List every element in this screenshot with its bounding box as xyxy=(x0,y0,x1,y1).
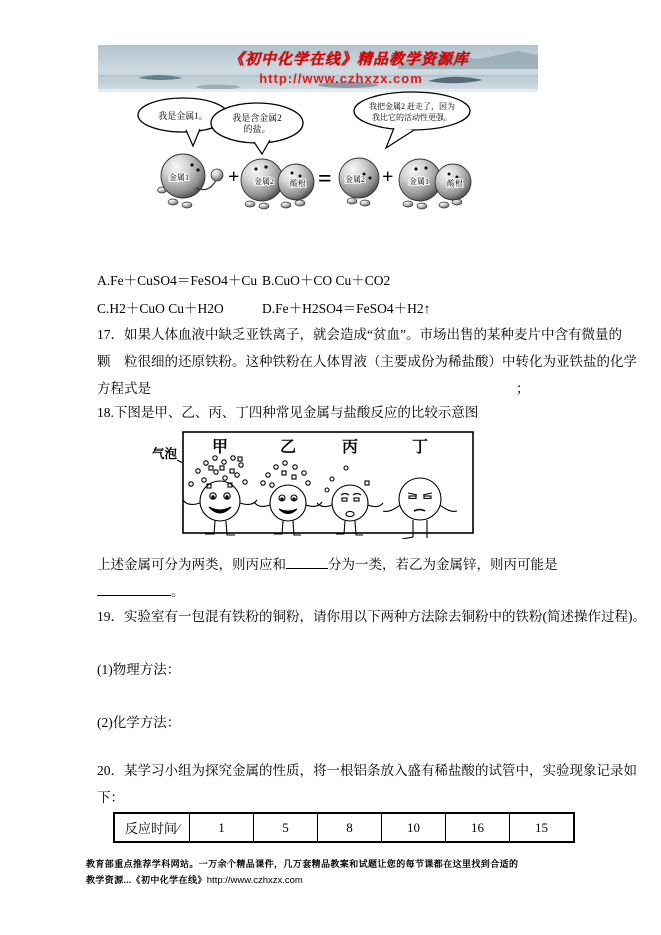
table-value-cell: 5 xyxy=(254,813,318,842)
table-value-cell: 1 xyxy=(190,813,254,842)
label-bing: 丙 xyxy=(341,439,359,456)
plus-sign: + xyxy=(228,166,240,188)
svg-text:金属2: 金属2 xyxy=(345,175,365,184)
table-value-cell: 8 xyxy=(318,813,382,842)
q17-line1: 17．如果人体血液中缺乏亚铁离子，就会造成“贫血”。市场出售的某种麦片中含有微量的 xyxy=(97,327,622,342)
ball-metal2-right xyxy=(339,158,379,206)
option-a: A.Fe＋CuSO4＝FeSO4＋Cu xyxy=(97,273,258,288)
svg-text:金属1: 金属1 xyxy=(169,173,189,182)
footer-url: http://www.czhxzx.com xyxy=(206,875,303,886)
q20-line1: 20．某学习小组为探究金属的性质，将一根铝条放入盛有稀盐酸的试管中，实验现象记录如 xyxy=(97,763,637,778)
metal-displacement-cartoon xyxy=(126,90,482,214)
svg-text:我是金属1。: 我是金属1。 xyxy=(158,111,208,121)
q17-line3-semicolon: ； xyxy=(516,381,530,396)
table-header-cell: 反应时间∕ xyxy=(114,813,190,842)
svg-text:金属2: 金属2 xyxy=(254,177,274,186)
bubble-callout-label: 气泡 xyxy=(152,447,178,461)
reaction-time-table xyxy=(113,812,575,843)
q18-intro: 18.下图是甲、乙、丙、丁四种常见金属与盐酸反应的比较示意图 xyxy=(97,405,479,420)
table-row xyxy=(114,813,574,842)
page-footer xyxy=(86,856,586,889)
svg-text:我把金属2 赶走了，因为: 我把金属2 赶走了，因为 xyxy=(369,102,455,111)
banner-title: 《初中化学在线》精品教学资源库 xyxy=(228,52,469,68)
option-b: B.CuO＋CO Cu＋CO2 xyxy=(262,273,391,288)
metal-acid-reaction-diagram xyxy=(120,427,480,539)
option-c: C.H2＋CuO Cu＋H2O xyxy=(97,301,224,316)
speech-bubble-displaced xyxy=(354,92,470,148)
site-banner xyxy=(98,45,538,92)
table-value-cell: 10 xyxy=(382,813,446,842)
plus-sign: + xyxy=(382,166,394,188)
option-d: D.Fe＋H2SO4＝FeSO4＋H2↑ xyxy=(262,301,431,316)
answer-blank xyxy=(97,582,171,596)
label-yi: 乙 xyxy=(279,439,297,456)
q18-followup-text1: 上述金属可分为两类，则丙应和 xyxy=(97,557,286,572)
q18-followup-line1 xyxy=(97,555,558,573)
ball-metal1-left xyxy=(158,154,224,208)
svg-text:我比它的活动性更强。: 我比它的活动性更强。 xyxy=(372,113,452,122)
salt-pair-left xyxy=(241,159,314,209)
footer-line2-text: 教学资源...《初中化学在线》 xyxy=(86,875,207,885)
q18-followup-period: 。 xyxy=(171,584,185,599)
q18-followup-line2 xyxy=(97,582,185,600)
banner-url: http://www.czhxzx.com xyxy=(259,71,423,86)
svg-text:酸根: 酸根 xyxy=(447,179,463,188)
label-ding: 丁 xyxy=(411,439,429,456)
equals-sign: = xyxy=(318,166,332,192)
salt-pair-right xyxy=(399,159,471,209)
answer-blank xyxy=(286,555,328,569)
svg-text:酸根: 酸根 xyxy=(290,179,306,188)
footer-line1: 教育部重点推荐学科网站。一万余个精品课件，几万套精品教案和试题让您的每节课都在这里找到合适的 xyxy=(86,859,519,869)
table-value-cell: 16 xyxy=(446,813,510,842)
q19-method-physical: (1)物理方法： xyxy=(97,662,181,677)
q19-method-chemical: (2)化学方法： xyxy=(97,715,181,730)
table-value-cell: 15 xyxy=(510,813,575,842)
q20-line2: 下： xyxy=(97,790,124,805)
q19-text: 19．实验室有一包混有铁粉的铜粉，请你用以下两种方法除去铜粉中的铁粉(简述操作过程)。 xyxy=(97,609,646,624)
speech-bubble-salt xyxy=(211,103,303,154)
svg-text:金属1: 金属1 xyxy=(409,177,429,186)
q17-line3: 方程式是 xyxy=(97,381,151,396)
svg-text:我是含金属2: 我是含金属2 xyxy=(232,113,282,123)
q17-line2: 颗 粒很细的还原铁粉。这种铁粉在人体胃液（主要成份为稀盐酸）中转化为亚铁盐的化学 xyxy=(97,354,637,369)
label-jia: 甲 xyxy=(211,439,229,456)
footer-line2 xyxy=(86,872,586,889)
svg-text:的盐。: 的盐。 xyxy=(243,124,271,134)
q18-followup-text2: 分为一类，若乙为金属锌，则丙可能是 xyxy=(328,557,558,572)
